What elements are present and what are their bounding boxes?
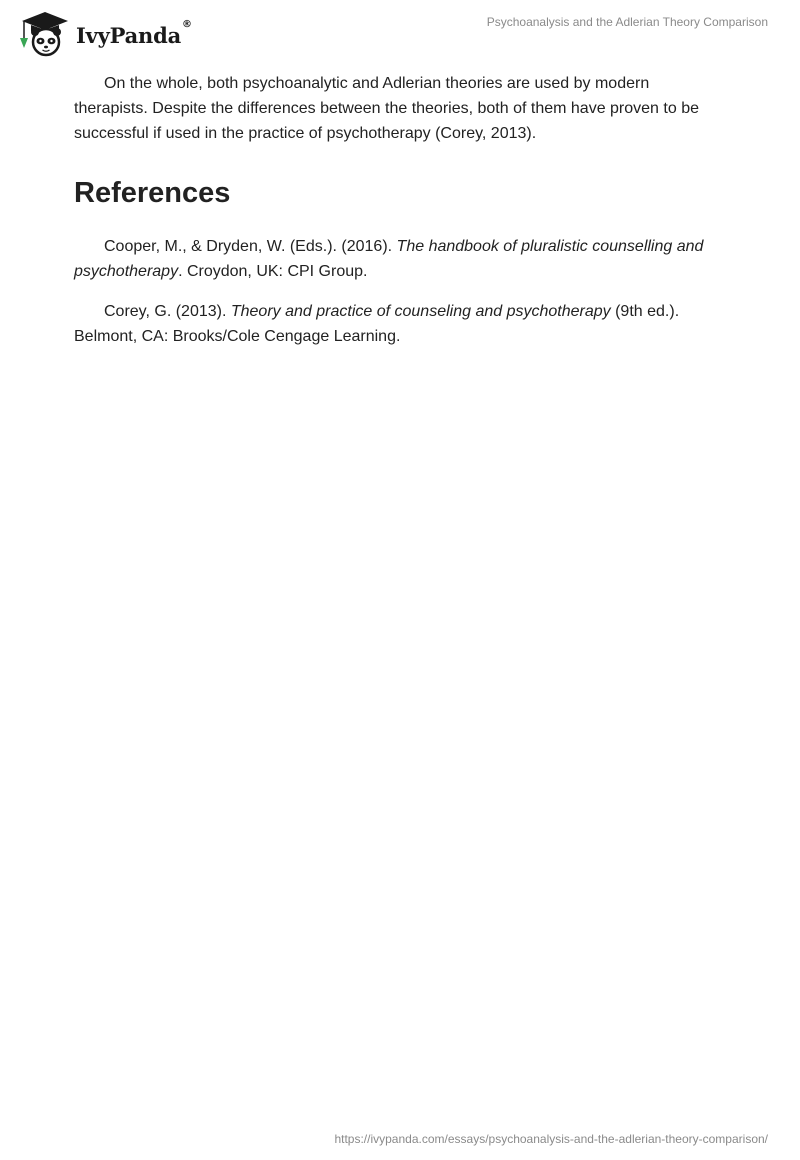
brand-name-text: IvyPanda [76, 22, 182, 48]
ivypanda-logo[interactable] [14, 8, 192, 58]
document-body [74, 71, 714, 364]
reference-publisher: (9th ed.). Belmont, CA: Brooks/Cole Cengage Learning. [74, 303, 680, 345]
conclusion-paragraph: On the whole, both psychoanalytic and Adlerian theories are used by modern therapists. Despite the differences between the theories, both of them have proven to be successful if used in the practice of psychotherapy (Corey, 2013). [74, 75, 699, 142]
panda-graduate-icon [14, 8, 74, 58]
reference-item [74, 234, 714, 284]
reference-item [74, 299, 714, 349]
source-url-link[interactable]: https://ivypanda.com/essays/psychoanalysis-and-the-adlerian-theory-comparison/ [334, 1132, 768, 1146]
reference-title: The handbook of pluralistic counselling and psychotherapy [74, 238, 704, 280]
page-header [0, 0, 800, 64]
document-title: Psychoanalysis and the Adlerian Theory Comparison [486, 15, 768, 29]
brand-name [76, 18, 192, 48]
reference-authors: Corey, G. (2013). [104, 303, 231, 320]
reference-authors: Cooper, M., & Dryden, W. (Eds.). (2016). [104, 238, 397, 255]
references-heading: References [74, 177, 231, 209]
reference-title: Theory and practice of counseling and psychotherapy [230, 303, 611, 320]
registered-mark: ® [182, 18, 192, 30]
reference-publisher: . Croydon, UK: CPI Group. [178, 263, 368, 280]
references-list [74, 234, 714, 349]
